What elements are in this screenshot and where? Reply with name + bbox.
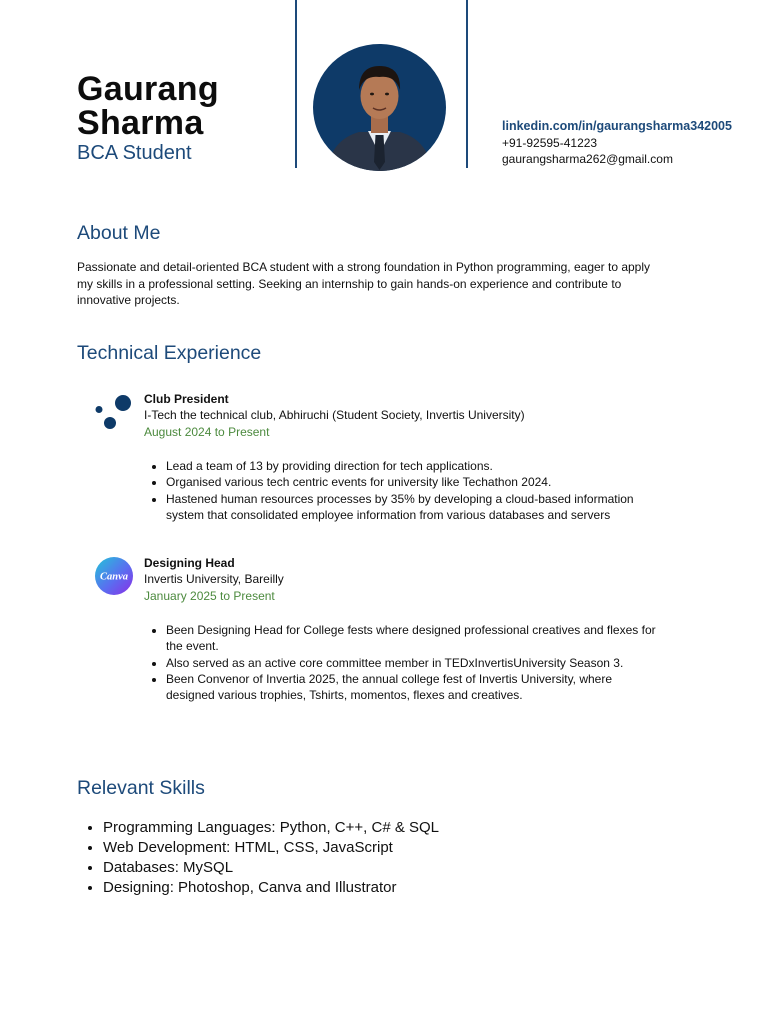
experience-heading: Technical Experience: [77, 342, 262, 364]
experience-date: August 2024 to Present: [144, 425, 270, 439]
bullet-item: • Been Designing Head for College fests where designed professional creatives and flexes for the event.: [166, 622, 656, 655]
header-divider-left: [295, 0, 297, 168]
bullet-item: • Lead a team of 13 by providing direction for tech applications.: [166, 458, 656, 474]
about-text: Passionate and detail-oriented BCA student with a strong foundation in Python programming, eager to apply my skills in a professional setting. Seeking an internship to gain hands-on experience and contribute to innovative projects.: [77, 260, 651, 307]
experience-title: Designing Head: [144, 556, 235, 570]
skills-heading: Relevant Skills: [77, 777, 205, 799]
skill-item: • Programming Languages: Python, C++, C# & SQL: [103, 818, 439, 838]
candidate-role: BCA Student: [77, 142, 192, 164]
header-divider-right: [466, 0, 468, 168]
candidate-name: [77, 72, 219, 140]
experience-date: January 2025 to Present: [144, 589, 275, 603]
profile-photo: [313, 44, 446, 171]
bullet-item: • Organised various tech centric events for university like Techathon 2024.: [166, 474, 656, 490]
experience-bullets: [148, 622, 656, 703]
bullet-item: • Hastened human resources processes by 35% by developing a cloud-based information system that consolidated employee information from various databases and servers: [166, 491, 656, 524]
email-address[interactable]: gaurangsharma262@gmail.com: [502, 152, 673, 166]
bullet-item: • Been Convenor of Invertia 2025, the annual college fest of Invertis University, where designed various trophies, Tshirts, momentos, flexes and creatives.: [166, 671, 656, 704]
experience-bullets: [148, 458, 656, 523]
phone-number: +91-92595-41223: [502, 135, 598, 150]
canva-logo-text: Canva: [99, 571, 129, 583]
skills-list: [85, 818, 439, 898]
experience-title: Club President: [144, 392, 229, 406]
skill-item: • Databases: MySQL: [103, 858, 439, 878]
first-name: Gaurang: [77, 70, 219, 108]
last-name: Sharma: [77, 104, 204, 142]
experience-org: Invertis University, Bareilly: [144, 572, 284, 586]
contact-info: [502, 118, 732, 168]
skill-item: • Web Development: HTML, CSS, JavaScript: [103, 838, 439, 858]
canva-logo: [94, 556, 134, 596]
club-dots-logo: [94, 392, 134, 432]
linkedin-link[interactable]: linkedin.com/in/gaurangsharma342005: [502, 119, 732, 133]
skill-item: • Designing: Photoshop, Canva and Illustrator: [103, 878, 439, 898]
experience-org: I-Tech the technical club, Abhiruchi (Student Society, Invertis University): [144, 408, 525, 422]
bullet-item: • Also served as an active core committee member in TEDxInvertisUniversity Season 3.: [166, 655, 656, 671]
about-heading: About Me: [77, 222, 161, 244]
